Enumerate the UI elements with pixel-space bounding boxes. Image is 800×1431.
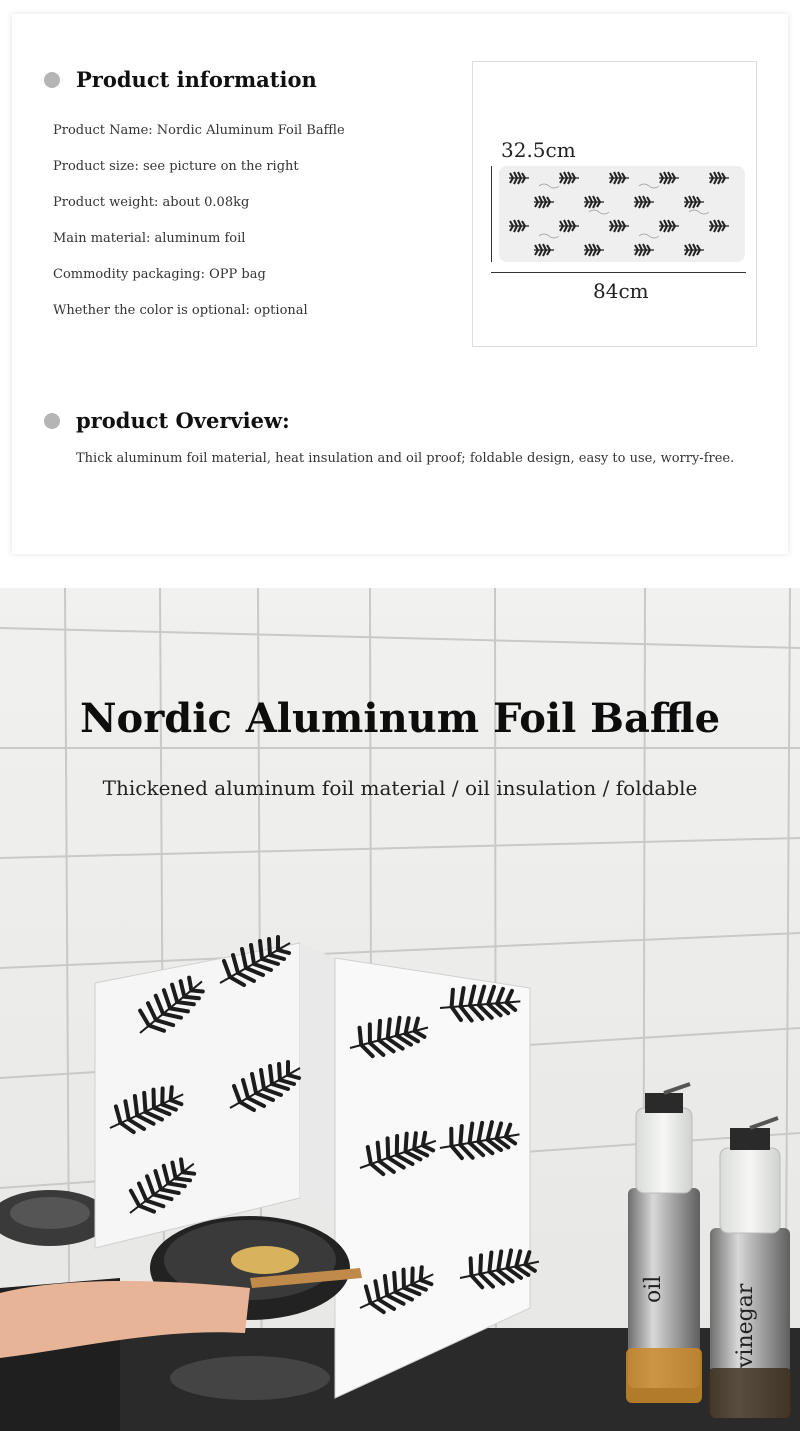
bottle-left-label: oil bbox=[641, 1275, 666, 1303]
foil-strip-image bbox=[499, 166, 745, 262]
spec-item: Product weight: about 0.08kg bbox=[53, 195, 250, 210]
product-info-heading bbox=[44, 67, 317, 92]
height-dimension-label: 32.5cm bbox=[501, 138, 576, 162]
overview-heading bbox=[44, 408, 290, 433]
height-dimension-line bbox=[491, 166, 492, 262]
product-info-card bbox=[12, 14, 788, 554]
spec-item: Commodity packaging: OPP bag bbox=[53, 267, 266, 282]
bottle-right-label: vinegar bbox=[733, 1283, 758, 1368]
width-dimension-label: 84cm bbox=[593, 279, 649, 303]
overview-text: Thick aluminum foil material, heat insulation and oil proof; foldable design, easy to use, worry-free. bbox=[76, 451, 735, 466]
spec-item: Product size: see picture on the right bbox=[53, 159, 299, 174]
bullet-icon bbox=[44, 413, 60, 429]
width-dimension-line bbox=[491, 272, 746, 273]
overview-title: product Overview: bbox=[76, 408, 290, 433]
spec-list bbox=[53, 122, 345, 338]
spec-item: Product Name: Nordic Aluminum Foil Baffle bbox=[53, 123, 345, 138]
spec-item: Whether the color is optional: optional bbox=[53, 303, 308, 318]
size-diagram bbox=[472, 61, 757, 347]
bullet-icon bbox=[44, 72, 60, 88]
product-photo bbox=[0, 588, 800, 1431]
photo-subtitle: Thickened aluminum foil material / oil insulation / foldable bbox=[102, 776, 698, 800]
spec-item: Main material: aluminum foil bbox=[53, 231, 246, 246]
product-info-title: Product information bbox=[76, 67, 317, 92]
leaf-pattern-icon bbox=[499, 166, 745, 262]
photo-title: Nordic Aluminum Foil Baffle bbox=[79, 695, 721, 742]
